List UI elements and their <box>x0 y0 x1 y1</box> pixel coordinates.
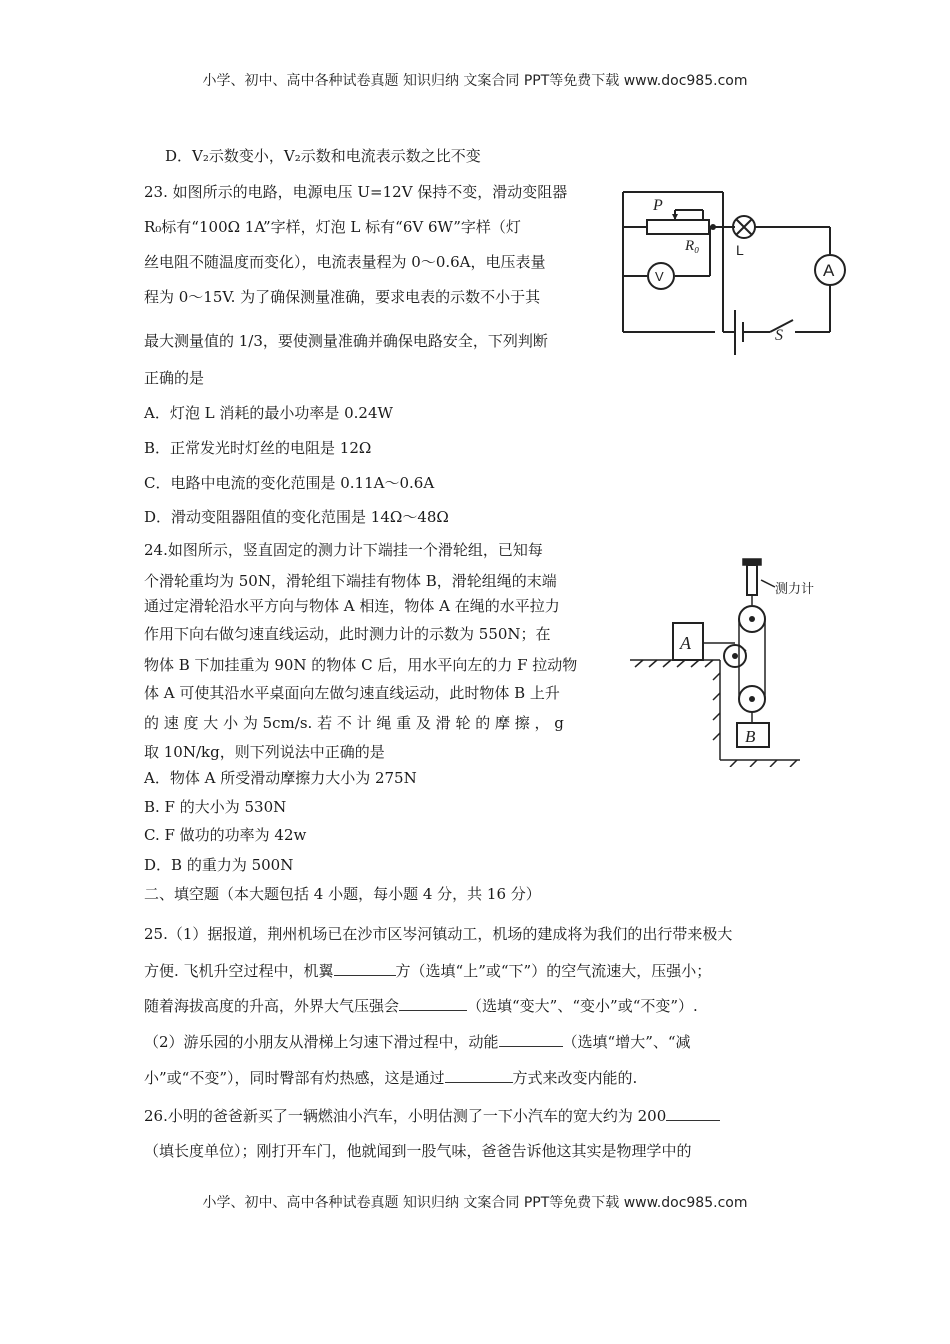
q24-stem-line: 的 速 度 大 小 为 5cm/s. 若 不 计 绳 重 及 滑 轮 的 摩 擦 ， g <box>144 714 564 732</box>
q25-line-5-start: 小”或“不变”），同时臀部有灼热感，这是通过 <box>144 1069 445 1087</box>
q24-option-c: C. F 做功的功率为 42w <box>144 826 307 844</box>
q26-line-1-text: 26.小明的爸爸新买了一辆燃油小汽车，小明估测了一下小汽车的宽大约为 200 <box>144 1107 667 1125</box>
q24-stem-line: 体 A 可使其沿水平桌面向左做匀速直线运动，此时物体 B 上升 <box>144 684 560 702</box>
rope-to-table-pulley <box>739 645 746 651</box>
label-p: P <box>653 197 663 214</box>
q25-line-5 <box>144 1068 637 1088</box>
q24-stem-line: 24.如图所示，竖直固定的测力计下端挂一个滑轮组，已知每 <box>144 541 543 559</box>
q25-line-2-start: 方便. 飞机升空过程中，机翼 <box>144 962 334 980</box>
meter-pointer-line <box>761 580 775 587</box>
q25-line-1: 25.（1）据报道，荆州机场已在沙市区岑河镇动工，机场的建成将为我们的出行带来极大 <box>144 925 733 943</box>
hatch <box>705 660 713 667</box>
q25-line-4-end: （选填“增大”、“减 <box>562 1033 691 1051</box>
q23-stem-line: 丝电阻不随温度而变化），电流表量程为 0～0.6A，电压表量 <box>144 253 546 271</box>
table-pulley-axle <box>732 653 738 659</box>
hatch <box>677 660 685 667</box>
label-v: V <box>655 269 664 284</box>
q22-option-d: D．V₂示数变小，V₂示数和电流表示数之比不变 <box>165 147 481 165</box>
q23-option-a: A．灯泡 L 消耗的最小功率是 0.24W <box>144 404 393 422</box>
answer-blank[interactable] <box>334 961 396 976</box>
hatch <box>770 760 777 767</box>
hatch <box>790 760 797 767</box>
hatch <box>649 660 657 667</box>
q25-line-2-end: 方（选填“上”或“下”）的空气流速大，压强小； <box>395 962 712 980</box>
q25-line-2 <box>144 961 711 981</box>
q23-stem-line: 最大测量值的 1/3，要使测量准确并确保电路安全，下列判断 <box>144 332 548 350</box>
q24-stem-line: 作用下向右做匀速直线运动，此时测力计的示数为 550N；在 <box>144 625 551 643</box>
hatch <box>713 713 720 720</box>
q24-stem-line: 通过定滑轮沿水平方向与物体 A 相连，物体 A 在绳的水平拉力 <box>144 597 560 615</box>
spring-scale <box>747 565 757 595</box>
section-2-title: 二、填空题（本大题包括 4 小题，每小题 4 分，共 16 分） <box>144 885 541 903</box>
q25-line-3-start: 随着海拔高度的升高，外界大气压强会 <box>144 997 400 1015</box>
q24-option-d: D．B 的重力为 500N <box>144 856 294 874</box>
label-b: B <box>745 727 756 746</box>
q25-line-3-end: （选填“变大”、“变小”或“不变”）. <box>467 997 698 1015</box>
label-s: S <box>775 327 783 344</box>
hatch <box>750 760 757 767</box>
label-l: L <box>736 242 744 258</box>
q24-option-a: A．物体 A 所受滑动摩擦力大小为 275N <box>144 769 417 787</box>
answer-blank[interactable] <box>399 996 467 1011</box>
hatch <box>713 673 720 680</box>
q23-stem-line: R₀标有“100Ω 1A”字样，灯泡 L 标有“6V 6W”字样（灯 <box>144 218 521 236</box>
label-ammeter: A <box>823 261 835 280</box>
hatch <box>713 693 720 700</box>
circuit-diagram <box>615 180 860 358</box>
q24-stem-line: 个滑轮重均为 50N，滑轮组下端挂有物体 B，滑轮组绳的末端 <box>144 572 557 590</box>
q25-line-3 <box>144 996 698 1016</box>
label-r0: R₀ <box>685 238 700 254</box>
hatch <box>663 660 671 667</box>
page-footer: 小学、初中、高中各种试卷真题 知识归纳 文案合同 PPT等免费下载 www.doc985.com <box>202 1195 748 1211</box>
label-force-meter: 测力计 <box>775 582 815 597</box>
q25-line-4 <box>144 1032 691 1052</box>
hatch <box>713 733 720 740</box>
q26-line-1 <box>144 1106 720 1126</box>
rheostat-r0 <box>647 220 709 234</box>
q26-line-2: （填长度单位）；刚打开车门，他就闻到一股气味，爸爸告诉他这其实是物理学中的 <box>144 1142 692 1160</box>
answer-blank[interactable] <box>445 1068 513 1083</box>
upper-pulley-axle <box>749 616 755 622</box>
pulley-diagram <box>625 555 850 767</box>
q24-stem-line: 取 10N/kg，则下列说法中正确的是 <box>144 743 385 761</box>
q23-option-d: D．滑动变阻器阻值的变化范围是 14Ω～48Ω <box>144 508 449 526</box>
answer-blank[interactable] <box>666 1106 720 1121</box>
answer-blank[interactable] <box>499 1032 563 1047</box>
page-header: 小学、初中、高中各种试卷真题 知识归纳 文案合同 PPT等免费下载 www.doc985.com <box>202 73 748 89</box>
hatch <box>635 660 643 667</box>
q24-option-b: B. F 的大小为 530N <box>144 798 287 816</box>
junction-dot <box>710 224 716 230</box>
q23-stem-line: 23. 如图所示的电路，电源电压 U=12V 保持不变，滑动变阻器 <box>144 183 568 201</box>
q23-option-c: C．电路中电流的变化范围是 0.11A～0.6A <box>144 474 435 492</box>
q24-stem-line: 物体 B 下加挂重为 90N 的物体 C 后，用水平向左的力 F 拉动物 <box>144 656 578 674</box>
hatch <box>691 660 699 667</box>
lower-pulley-axle <box>749 696 755 702</box>
hatch <box>730 760 737 767</box>
q25-line-5-end: 方式来改变内能的. <box>512 1069 638 1087</box>
q23-stem-line: 正确的是 <box>144 369 205 387</box>
label-a: A <box>680 633 691 653</box>
q23-option-b: B．正常发光时灯丝的电阻是 12Ω <box>144 439 372 457</box>
q23-stem-line: 程为 0～15V. 为了确保测量准确，要求电表的示数不小于其 <box>144 288 541 306</box>
q25-line-4-start: （2）游乐园的小朋友从滑梯上匀速下滑过程中，动能 <box>144 1033 499 1051</box>
